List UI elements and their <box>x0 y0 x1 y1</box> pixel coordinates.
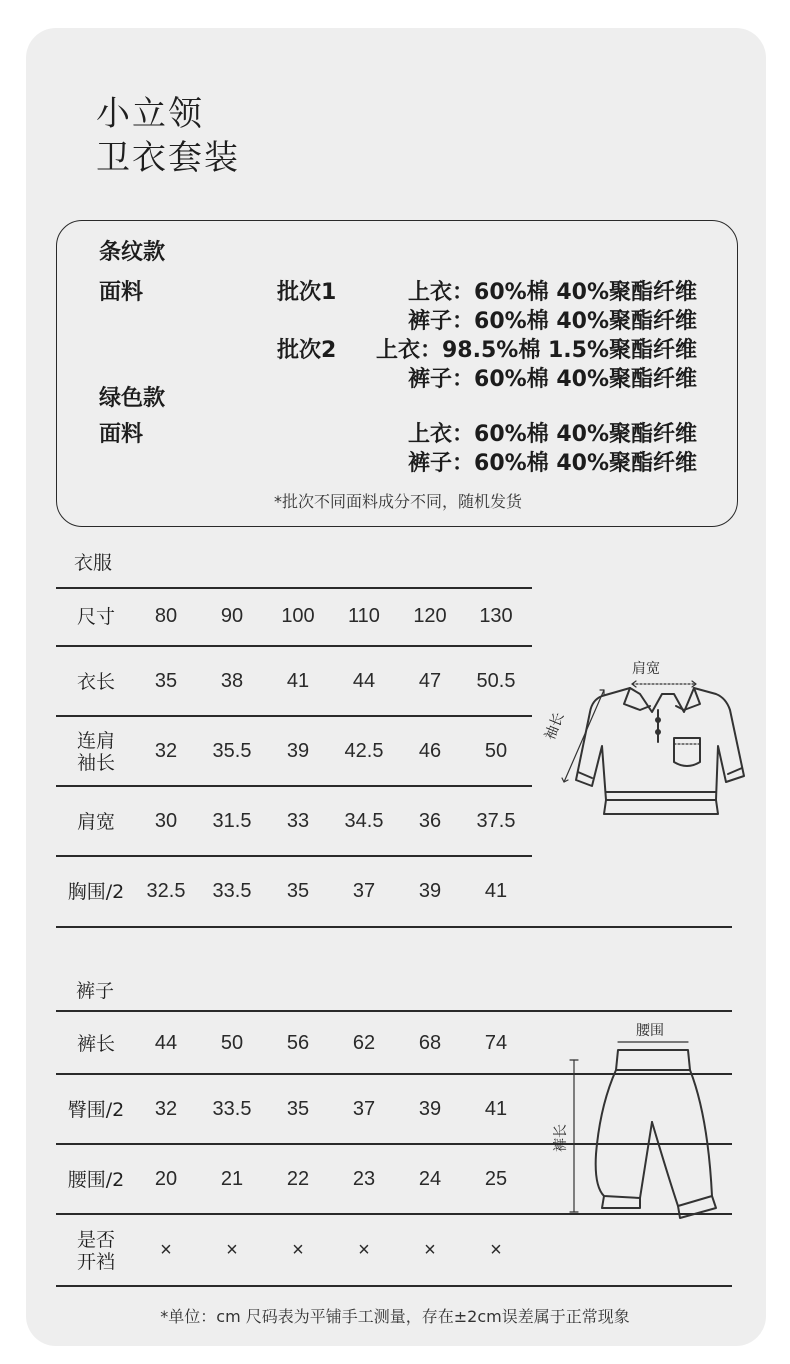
green-style-label: 绿色款 <box>99 386 166 411</box>
pants-cell: 22 <box>286 1168 310 1190</box>
clothes-cell: 46 <box>418 740 442 762</box>
clothes-cell: 42.5 <box>344 740 384 762</box>
clothes-cell: 30 <box>154 810 178 832</box>
clothes-cell: 38 <box>220 670 244 692</box>
pants-row-label-line: 臀围/2 <box>67 1099 125 1121</box>
pants-length-label: 裤长 <box>553 1124 569 1152</box>
clothes-cell: 39 <box>286 740 310 762</box>
batch-1-top-composition: 上衣：60%棉 40%聚酯纤维 <box>408 280 697 305</box>
fabric-label-green: 面料 <box>99 422 144 447</box>
fabric-label: 面料 <box>99 280 144 305</box>
batch-1-pants-composition: 裤子：60%棉 40%聚酯纤维 <box>408 309 697 334</box>
pants-row-label-line: 裤长 <box>76 1033 115 1055</box>
clothes-cell: 39 <box>418 880 442 902</box>
batch-note: *批次不同面料成分不同，随机发货 <box>273 492 522 511</box>
batch-1-label: 批次1 <box>277 280 337 305</box>
clothes-cell: 41 <box>286 670 310 692</box>
pants-cell: 74 <box>484 1032 508 1054</box>
clothes-row-divider <box>56 855 532 857</box>
clothes-cell: 37 <box>352 880 376 902</box>
clothes-row-label-line: 袖长 <box>76 752 115 774</box>
clothes-cell: 36 <box>418 810 442 832</box>
pants-cell: 25 <box>484 1168 508 1190</box>
pants-section-label: 裤子 <box>76 980 115 1002</box>
clothes-row-label <box>56 881 136 903</box>
clothes-cell: 33.5 <box>212 880 252 902</box>
batch-2-top-composition: 上衣：98.5%棉 1.5%聚酯纤维 <box>376 338 697 363</box>
page-title <box>96 92 240 180</box>
clothes-cell: 90 <box>220 605 244 627</box>
clothes-cell: 120 <box>413 605 447 627</box>
clothes-cell: 35 <box>286 880 310 902</box>
clothes-row-label-line: 衣长 <box>76 671 115 693</box>
pants-diagram <box>560 1036 740 1226</box>
striped-style-label: 条纹款 <box>99 240 166 265</box>
clothes-row-label <box>56 606 136 628</box>
pants-row-label-line: 开裆 <box>76 1251 115 1273</box>
pants-cell: × <box>490 1239 502 1261</box>
clothes-cell: 44 <box>352 670 376 692</box>
clothes-row-divider <box>56 715 532 717</box>
clothes-row-label <box>56 671 136 693</box>
clothes-cell: 31.5 <box>212 810 252 832</box>
pants-cell: × <box>292 1239 304 1261</box>
pants-cell: 50 <box>220 1032 244 1054</box>
fabric-composition-box <box>56 220 738 527</box>
clothes-row-label-line: 胸围/2 <box>67 881 125 903</box>
pants-cell: × <box>358 1239 370 1261</box>
clothes-cell: 50.5 <box>476 670 516 692</box>
clothes-row-label <box>56 730 136 774</box>
pants-cell: 68 <box>418 1032 442 1054</box>
pants-cell: 20 <box>154 1168 178 1190</box>
pants-icon <box>560 1036 740 1226</box>
pants-cell: 44 <box>154 1032 178 1054</box>
clothes-cell: 32 <box>154 740 178 762</box>
pants-row-label <box>56 1099 136 1121</box>
clothes-row-label-line: 肩宽 <box>76 811 115 833</box>
clothes-cell: 34.5 <box>344 810 384 832</box>
pants-cell: × <box>226 1239 238 1261</box>
pants-cell: 39 <box>418 1098 442 1120</box>
pants-row-label-line: 腰围/2 <box>67 1169 125 1191</box>
clothes-cell: 41 <box>484 880 508 902</box>
title-line-2: 卫衣套装 <box>96 138 240 178</box>
clothes-row-divider <box>56 785 532 787</box>
batch-2-label: 批次2 <box>277 338 337 363</box>
title-line-1: 小立领 <box>96 94 204 134</box>
pants-cell: 21 <box>220 1168 244 1190</box>
pants-cell: 37 <box>352 1098 376 1120</box>
pants-row-label <box>56 1229 136 1273</box>
pants-cell: 33.5 <box>212 1098 252 1120</box>
pants-row-divider <box>56 1010 732 1012</box>
pants-row-divider <box>56 1285 732 1287</box>
pants-cell: × <box>424 1239 436 1261</box>
pants-row-label <box>56 1033 136 1055</box>
pants-cell: × <box>160 1239 172 1261</box>
sleeve-length-label: 袖长 <box>542 710 568 743</box>
clothes-cell: 100 <box>281 605 315 627</box>
pants-cell: 62 <box>352 1032 376 1054</box>
clothes-row-divider <box>56 645 532 647</box>
clothes-table-bottom-divider <box>56 926 732 928</box>
batch-2-pants-composition: 裤子：60%棉 40%聚酯纤维 <box>408 367 697 392</box>
pants-row-label-line: 是否 <box>76 1229 115 1251</box>
pants-cell: 35 <box>286 1098 310 1120</box>
shoulder-width-label: 肩宽 <box>632 661 660 677</box>
clothes-row-label <box>56 811 136 833</box>
clothes-cell: 130 <box>479 605 513 627</box>
pants-cell: 56 <box>286 1032 310 1054</box>
pants-cell: 41 <box>484 1098 508 1120</box>
clothes-cell: 35 <box>154 670 178 692</box>
measurement-note: *单位：cm 尺码表为平铺手工测量，存在±2cm误差属于正常现象 <box>160 1307 630 1326</box>
green-pants-composition: 裤子：60%棉 40%聚酯纤维 <box>408 451 697 476</box>
clothes-row-label-line: 连肩 <box>76 730 115 752</box>
waist-label: 腰围 <box>636 1023 664 1039</box>
clothes-row-label-line: 尺寸 <box>76 606 115 628</box>
pants-cell: 23 <box>352 1168 376 1190</box>
clothes-cell: 37.5 <box>476 810 516 832</box>
clothes-cell: 80 <box>154 605 178 627</box>
clothes-cell: 110 <box>348 605 380 627</box>
pants-cell: 32 <box>154 1098 178 1120</box>
pants-row-label <box>56 1169 136 1191</box>
clothes-row-divider <box>56 587 532 589</box>
clothes-cell: 50 <box>484 740 508 762</box>
green-top-composition: 上衣：60%棉 40%聚酯纤维 <box>408 422 697 447</box>
clothes-cell: 32.5 <box>146 880 186 902</box>
pants-cell: 24 <box>418 1168 442 1190</box>
clothes-cell: 35.5 <box>212 740 252 762</box>
clothes-cell: 33 <box>286 810 310 832</box>
clothes-cell: 47 <box>418 670 442 692</box>
clothes-section-label: 衣服 <box>74 552 113 574</box>
